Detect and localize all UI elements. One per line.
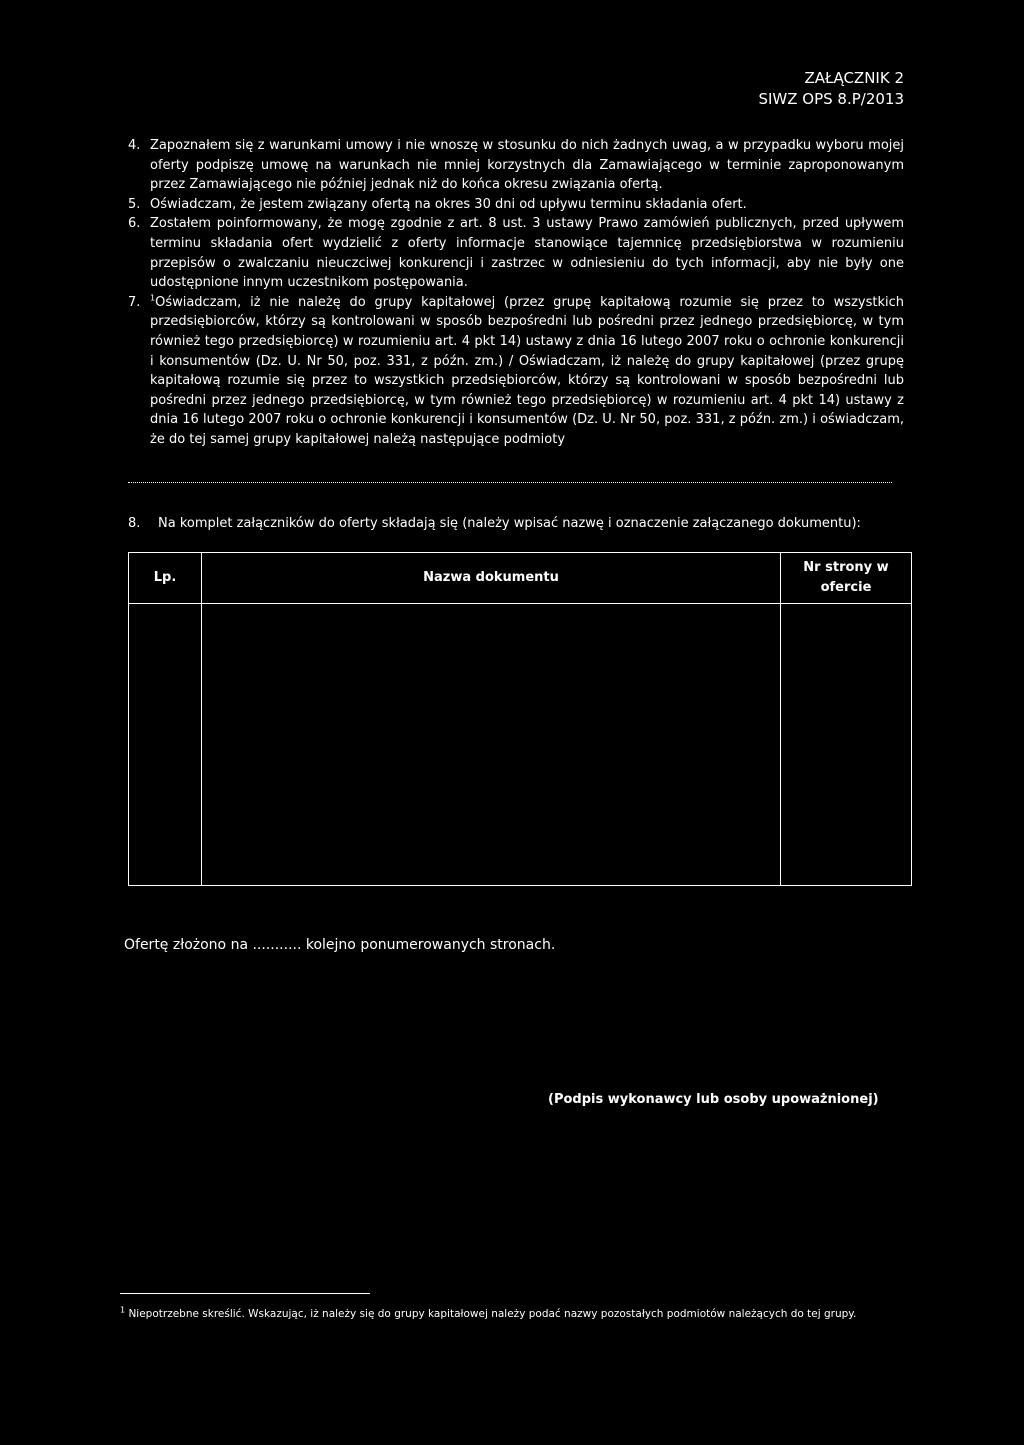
footnote-number: 1 xyxy=(120,1305,126,1315)
declarations xyxy=(128,136,904,450)
item-number: 4. xyxy=(128,138,141,153)
attachments-table xyxy=(128,552,912,886)
item-number: 5. xyxy=(128,196,141,212)
table-row xyxy=(129,604,912,886)
item-text xyxy=(150,293,904,450)
entities-fill-line[interactable] xyxy=(128,476,892,483)
item-number: 8. xyxy=(128,516,141,531)
declaration-4 xyxy=(128,136,904,195)
column-header-lp: Lp. xyxy=(129,553,202,604)
cell-name[interactable] xyxy=(202,604,781,886)
column-header-page: Nr strony w ofercie xyxy=(781,553,912,604)
declaration-7-body: Oświadczam, iż nie należę do grupy kapitałowej (przez grupę kapitałową rozumie się przez to wszystkich przedsiębiorców, którzy są kontrolowani w sposób bezpośredni lub pośredni przez jednego przedsiębiorcę, w tym również tego przedsiębiorcę) w rozumieniu art. 4 pkt 14) ustawy z dnia 16 lutego 2007 roku o ochronie konkurencji i konsumentów (Dz. U. Nr 50, poz. 331, z późn. zm.) / Oświadczam, iż należę do grupy kapitałowej (przez grupę kapitałową rozumie się przez to wszystkich przedsiębiorców, którzy są kontrolowani w sposób bezpośredni lub pośredni przez jednego przedsiębiorcę, w tym również tego przedsiębiorcę) w rozumieniu art. 4 pkt 14) ustawy z dnia 16 lutego 2007 roku o ochronie konkurencji i konsumentów (Dz. U. Nr 50, poz. 331, z późn. zm.) i oświadczam, że do tej samej grupy kapitałowej należą następujące podmioty xyxy=(150,294,904,447)
footnote-marker: 1 xyxy=(150,293,156,303)
column-header-name: Nazwa dokumentu xyxy=(202,553,781,604)
declaration-8 xyxy=(128,514,904,533)
cell-page[interactable] xyxy=(781,604,912,886)
footnote-text: Niepotrzebne skreślić. Wskazując, iż należy się do grupy kapitałowej należy podać nazwy pozostałych podmiotów należących do tej grupy. xyxy=(128,1308,857,1320)
signature-label: (Podpis wykonawcy lub osoby upoważnionej) xyxy=(548,1092,879,1107)
item-text: Zapoznałem się z warunkami umowy i nie wnoszę w stosunku do nich żadnych uwag, a w przypadku wyboru mojej oferty podpiszę umowę na warunkach nie mniej korzystnych dla Zamawiającego w terminie zaproponowanym przez Zamawiającego nie później jednak niż do końca okresu związania ofertą. xyxy=(150,138,904,193)
cell-lp[interactable] xyxy=(129,604,202,886)
pages-count-line: Ofertę złożono na ........... kolejno ponumerowanych stronach. xyxy=(124,937,556,953)
item-text: Oświadczam, że jestem związany ofertą na okres 30 dni od upływu terminu składania ofert. xyxy=(150,196,747,212)
footnote xyxy=(120,1307,856,1321)
declaration-5 xyxy=(128,195,904,215)
reference-number: SIWZ OPS 8.P/2013 xyxy=(758,90,904,108)
declaration-7 xyxy=(128,293,904,450)
attachment-label: ZAŁĄCZNIK 2 xyxy=(804,69,904,87)
document-header xyxy=(758,68,904,110)
item-number: 6. xyxy=(128,216,141,232)
item-text: Na komplet załączników do oferty składają się (należy wpisać nazwę i oznaczenie załączanego dokumentu): xyxy=(158,516,861,531)
item-number: 7. xyxy=(128,294,141,310)
declaration-6 xyxy=(128,214,904,292)
table-header-row xyxy=(129,553,912,604)
footnote-divider xyxy=(120,1293,370,1294)
item-text: Zostałem poinformowany, że mogę zgodnie z art. 8 ust. 3 ustawy Prawo zamówień publicznych, przed upływem terminu składania ofert wydzielić z oferty informacje stanowiące tajemnicę przedsiębiorstwa w rozumieniu przepisów o zwalczaniu nieuczciwej konkurencji i zastrzec w odniesieniu do tych informacji, aby nie były one udostępnione innym uczestnikom postępowania. xyxy=(150,216,904,291)
